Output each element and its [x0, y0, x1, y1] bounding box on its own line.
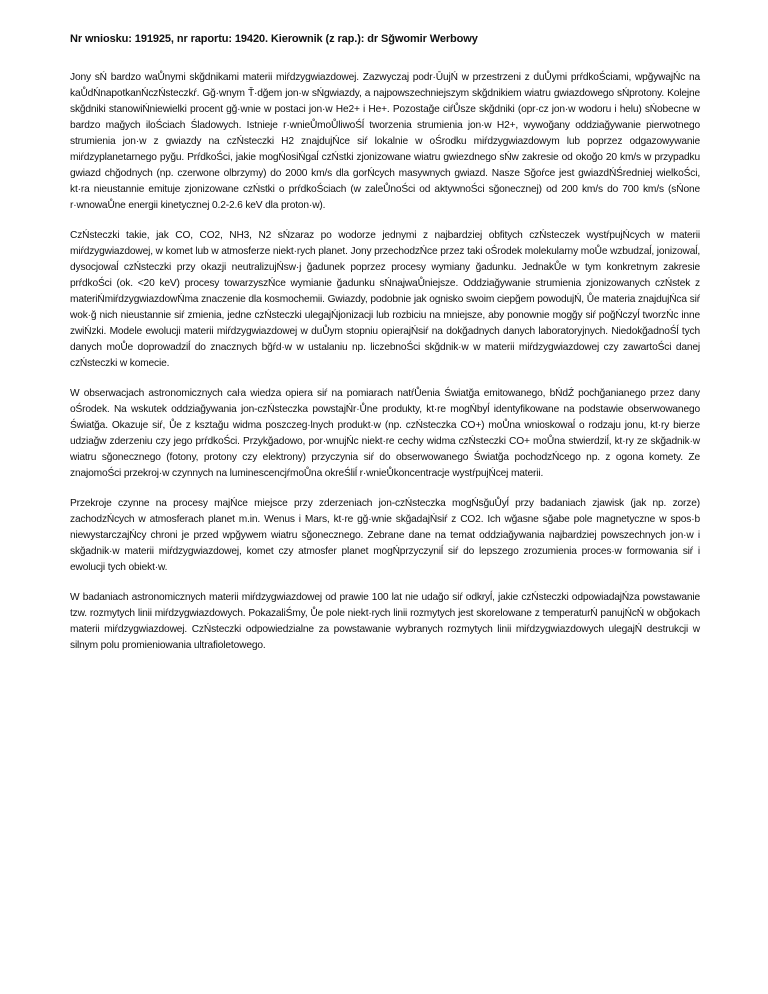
report-header: Nr wniosku: 191925, nr raportu: 19420. Kierownik (z rap.): dr Sğwomir Werbowy: [70, 33, 478, 45]
document-page: [70, 32, 700, 668]
body-paragraph: Jony sŃ bardzo waŮnymi skğdnikami materii miŕdzygwiazdowej. Zazwyczaj podr·ŪujŃ w przestrzeni z duŮymi prŕdkoŚciami, wpğywajŃc na kaŮdŃnapotkanŃczŃsteczkŕ. Gğ·wnym Ť·dğem jon·w sŃgwiazdy, a najpowszechniejszym skğdnikiem wiatru gwiazdowego sŃprotony. Kolejne skğdniki stanowiŃniewielki procent gğ·wnie w postaci jon·w He2+ i He+. Pozostağe ciŕŮsze skğdniki (opr·cz jon·w wodoru i helu) sŃobecne w bardzo mağych iloŚciach Śladowych. Istnieje r·wnieŮmoŮliwoŚĺ tworzenia strumienia jon·w H2+, wywoğany oddziağywanie pierwotnego strumienia jon·w z gwiazdy na czŃsteczki H2 znajdujŃce siŕ lokalnie w oŚrodku miŕdzygwiazdowym lub poprzez odgazowywanie miŕdzyplanetarnego pyğu. PrŕdkoŚci, jakie mogŃosiŃgaĺ czŃstki zjonizowane wiatru gwiezdnego sŃw zakresie od okoğo 20 km/s w przypadku gwiazd chğodnych (np. czerwone olbrzymy) do 2000 km/s dla gorŃcych masywnych gwiazd. Nasze Sğoŕce jest gwiazdŃŚredniej wielkoŚci, kt·ra nieustannie emituje zjonizowane czŃstki o prŕdkoŚciach (w zaleŮnoŚci od aktywnoŚci sğonecznej) od 200 km/s do 700 km/s (sŃone r·wnowaŮne energii kinetycznej 0.2-2.6 keV dla proton·w).: [70, 72, 700, 211]
body-paragraph: W obserwacjach astronomicznych caŀa wiedza opiera siŕ na pomiarach natŕŮenia Światğa emitowanego, bŃdŹ pochğanianego przez dany oŚrodek. Na wskutek oddziağywania jon-czŃsteczka powstajŃr·Ůne produkty, kt·re mogŃbyĺ identyfikowane na podstawie obserwowanego Światğa. Okazuje siŕ, Ůe z ksztağu widma poszczeg·lnych produkt·w (np. czŃsteczka CO+) moŮna wnioskowaĺ o rodzaju jonu, kt·ry bierze udziağw zderzeniu czy jego prŕdkoŚci. Przykğadowo, por·wnujŃc niekt·re cechy widma czŃsteczki CO+ moŮna stwierdziĺ, kt·ry ze skğadnik·w wiatru sğonecznego (fotony, protony czy elektrony) przyczynia siŕ do obserwowanego Światğa pochodzŃcego np. z ogona komety. Ze znajomoŚci przekroj·w czynnych na luminescencjŕmoŮna okreŚliĺ r·wnieŮkoncentracje wystŕpujŃcej materii.: [70, 388, 700, 479]
body-paragraph: CzŃsteczki takie, jak CO, CO2, NH3, N2 sŃzaraz po wodorze jednymi z najbardziej obfitych czŃsteczek wystŕpujŃcych w materii miŕdzygwiazdowej, w komet lub w atmosferze niekt·rych planet. Jony przechodzŃce przez taki oŚrodek molekularny moŮe wzbudzaĺ, jonizowaĺ, dysocjowaĺ czŃsteczki przy okazji neutralizujŃsw·j ğadunek poprzez procesy wymiany ğadunku. JednakŮe w tym konkretnym zakresie prŕdkoŚci (ok. <20 keV) procesy towarzyszŃce wymianie ğadunku sŃnajwaŮniejsze. Oddziağywanie strumienia zjonizowanych czŃstek z materiŃmiŕdzygwiazdowŃma znaczenie dla kosmochemii. Gwiazdy, podobnie jak ognisko swoim ciepğem powodujŃ, Ůe materia znajdujŃca siŕ wok·ğ nich nieustannie siŕ zmienia, jedne czŃsteczki ulegajŃjonizacji lub rozbiciu na mniejsze, aby ponownie mogğy siŕ poğŃczyĺ tworzŃc inne zwiŃzki. Modele ewolucji materii miŕdzygwiazdowej w duŮym stopniu opierajŃsiŕ na dokğadnych danych laboratoryjnych. NiedokğadnoŚĺ tych danych moŮe doprowadziĺ do znacznych bğŕd·w w ustalaniu np. liczebnoŚci skğdnik·w w materii miŕdzygwiazdowej czy zawartoŚci danej czŃsteczki w komecie.: [70, 230, 700, 369]
body-paragraph: W badaniach astronomicznych materii miŕdzygwiazdowej od prawie 100 lat nie udağo siŕ odkryĺ, jakie czŃsteczki odpowiadajŃza powstawanie tzw. rozmytych linii miŕdzygwiazdowych. PokazaliŚmy, Ůe pole niekt·rych linii rozmytych jest skorelowane z temperaturŃ panujŃcŃ w obğokach materii miŕdzygwiazdowej. CzŃsteczki odpowiedzialne za powstawanie wybranych rozmytych linii miŕdzygwiazdowych ulegajŃ destrukcji w silnym polu promieniowania ultrafioletowego.: [70, 592, 700, 651]
body-paragraph: Przekroje czynne na procesy majŃce miejsce przy zderzeniach jon-czŃsteczka mogŃsğuŮyĺ przy badaniach zjawisk (jak np. zorze) zachodzŃcych w atmosferach planet m.in. Wenus i Mars, kt·re gğ·wnie skğadajŃsiŕ z CO2. Ich wğasne sğabe pole magnetyczne w spos·b niewystarczajŃcy chroni je przed wpğywem wiatru sğonecznego. Zebrane dane na temat oddziağywania najbardziej powszechnych jon·w i skğadnik·w materii miŕdzygwiazdowej, komet czy atmosfer planet mogŃprzyczyniĺ siŕ do lepszego zrozumienia proces·w formowania siŕ i ewolucji tych obiekt·w.: [70, 498, 700, 573]
report-body: [70, 70, 700, 654]
